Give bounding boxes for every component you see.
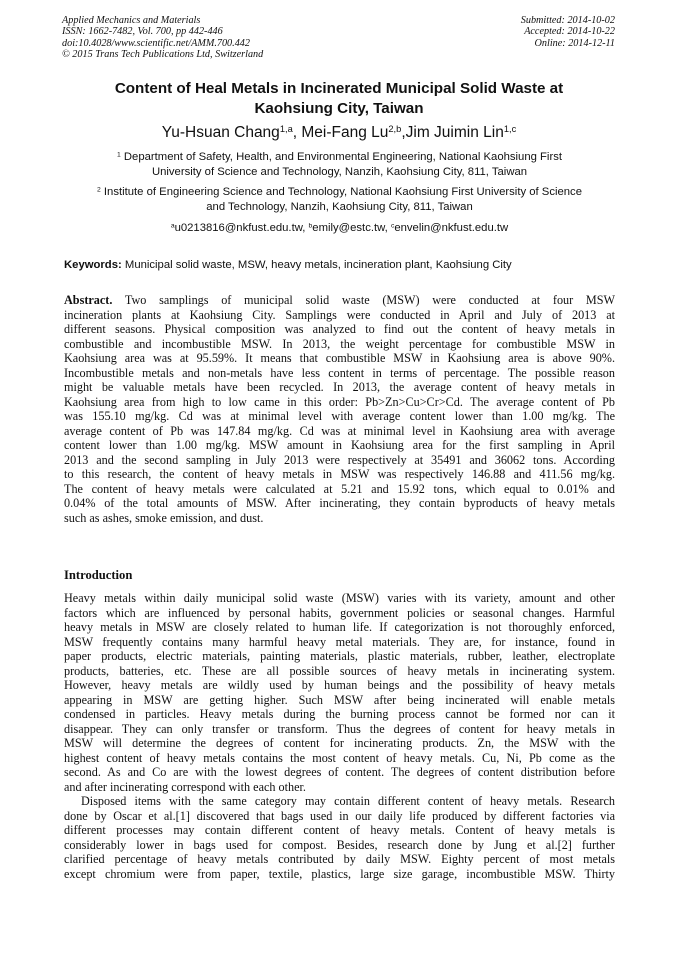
abstract-line: incineration plants at Kaohsiung City. Samplings were conducted in April and July of 2013 at [64,307,615,322]
introduction-body [64,591,615,881]
affiliation [64,185,615,215]
email-text: envelin@nkfust.edu.tw [394,222,509,234]
abstract-line: Incombustible metals and non-metals have less content in terms of percentage. The possible reason [64,365,615,380]
accepted-date: Accepted: 2014-10-22 [524,26,615,38]
affiliation-number: 1 [116,151,121,159]
paragraph-line: MSW will determine the degrees of content for incinerating products. Zn, the MSW with the [64,736,615,750]
paragraph-line: factors which are influenced by personal habits, government policies or seasonal changes. Harmful [64,605,615,620]
email-text: u0213816@nkfust.edu.tw, [174,222,309,234]
journal-doi: doi:10.4028/www.scientific.net/AMM.700.442 [62,37,250,49]
paragraph-line: condensed in particles. Heavy metals during the burning process cannot be formed nor can it [64,707,615,721]
affiliation-text: Department of Safety, Health, and Environmental Engineering, National Kaohsiung First [123,151,562,163]
email-mark: c [390,222,395,230]
affiliation-text: and Technology, Nanzih, Kaohsiung City, 811, Taiwan [206,201,473,213]
submission-dates [521,15,615,49]
paragraph-line: paper products, electric materials, painting materials, plastic materials, rubber, leather, electroplate [64,649,615,663]
paragraph-line: second. As and Co are with the lowest degrees of content. The degrees of content distribution before [64,765,615,779]
abstract-line: different seasons. Physical composition was analyzed to find out the content of heavy metals in [64,322,615,336]
affiliation-text: Institute of Engineering Science and Technology, National Kaohsiung First University of Science [103,186,582,198]
author-name: Jim Juimin Lin [405,124,504,141]
affiliation-text: University of Science and Technology, Nanzih, Kaohsiung City, 811, Taiwan [151,166,528,178]
paragraph-line: except chromium were from paper, textile, plastics, large size garage, incombustible MSW. Thirty [64,866,615,881]
paragraph-line: However, heavy metals are wildly used by human beings and the possibility of heavy metals [64,678,615,692]
abstract-line: average content of Pb was 147.84 mg/kg. Cd was at minimal level in Kaohsiung area with average [64,423,615,438]
paragraph-line: appearing in MSW are getting higher. Such MSW after being incinerated will enable metals [64,692,615,707]
author-list [40,124,638,142]
journal-info [62,15,263,60]
journal-issn: ISSN: 1662-7482, Vol. 700, pp 442-446 [62,26,223,38]
section-heading-introduction: Introduction [64,568,133,582]
title-line: Content of Heal Metals in Incinerated Municipal Solid Waste at [114,80,564,97]
author-affiliation-mark: 1,c [503,123,517,134]
author-separator: , [292,124,302,141]
author-separator: , [401,124,406,141]
journal-copyright: © 2015 Trans Tech Publications Ltd, Switzerland [62,48,264,60]
paper-title [70,79,608,119]
keywords-text: Municipal solid waste, MSW, heavy metals, incineration plant, Kaohsiung City [124,259,512,271]
paragraph-line: disappear. They can only transfer or transform. Thus the degrees of content for heavy metals in [64,721,615,736]
email-mark: b [308,222,313,230]
affiliation-number: 2 [97,186,101,194]
email-text: emily@estc.tw, [312,222,391,234]
abstract-line: might be valuable metals have been recycled. In 2013, the average content of heavy metals in [64,380,615,394]
paragraph-line: different processes may contain different content of heavy metals. Content of heavy metals is [64,823,615,837]
abstract-line: such as ashes, smoke emission, and dust. [64,510,264,525]
paragraph-line: considerably lower in bags used for compost. Besides, research done by Jung et al.[2] further [64,837,615,852]
email-mark: a [170,222,175,230]
author-name: Yu-Hsuan Chang [161,124,280,141]
journal-name: Applied Mechanics and Materials [62,15,201,26]
paragraph-line: done by Oscar et al.[1] discovered that bags used in our daily life produced by different factories via [64,808,615,823]
online-date: Online: 2014-12-11 [534,37,615,49]
abstract-line: 0.04% of the total amounts of MSW. After incinerating, they contain byproducts of heavy metals [64,496,615,510]
paragraph-line: clarified percentage of heavy metals contributed by daily MSW. Eighty percent of most metals [64,852,615,866]
abstract-line: The content of heavy metals were calculated at 5.21 and 15.92 tons, which equal to 0.01% and [64,481,615,496]
affiliation [64,150,615,180]
submitted-date: Submitted: 2014-10-02 [520,15,615,26]
abstract-line: Kaohsiung area was at 95.59%. It means that combustible MSW in Kaohsiung area is above 90%. [64,351,615,365]
abstract-line: combustible and incombustible MSW. In 2013, the weight percentage for combustible MSW in [64,336,615,351]
paragraph-line: products, batteries, etc. These are all possible sources of heavy metals in incinerating system. [64,663,615,678]
paragraph-line: heavy metals in MSW are closely related to human life. If categorization is not thoroughly enforced, [64,620,615,634]
abstract-label: Abstract. [64,293,113,307]
abstract-line: 2013 and the second sampling in July 2013 were respectively at 35491 and 36062 tons. According [64,452,615,467]
abstract-line: was 155.10 mg/kg. Cd was at minimal level with average content lower than 1.00 mg/kg. The [64,409,615,423]
keywords-label: Keywords: [64,259,122,271]
paragraph-line: highest content of heavy metals contains the most content of heavy metals. Cu, Ni, Pb come as the [64,750,615,765]
author-name: Mei-Fang Lu [301,124,389,141]
abstract-line: Kaohsiung area from high to low came in this order: Pb>Zn>Cu>Cr>Cd. The average content of Pb [64,394,615,409]
abstract-line: content lower than 1.00 mg/kg. MSW amount in Kaohsiung area for the first sampling in April [64,438,615,452]
paragraph-line: and after incinerating correspond with each other. [64,779,306,794]
author-emails [64,222,615,234]
abstract [64,293,615,525]
paragraph-line: Disposed items with the same category may contain different content of heavy metals. Research [81,794,615,808]
author-affiliation-mark: 1,a [279,123,293,134]
title-line: Kaohsiung City, Taiwan [254,100,424,117]
abstract-line: Two samplings of municipal solid waste (MSW) were conducted at four MSW [124,293,615,307]
paragraph-line: MSW frequently contains many harmful heavy metal materials. They are, for instance, found in [64,634,615,649]
author-affiliation-mark: 2,b [388,123,402,134]
paragraph-line: Heavy metals within daily municipal solid waste (MSW) varies with its variety, amount and other [64,591,615,605]
abstract-line: to this research, the content of heavy metals in MSW was respectively 146.88 and 411.56 mg/kg. [64,467,615,481]
keywords [64,259,615,271]
